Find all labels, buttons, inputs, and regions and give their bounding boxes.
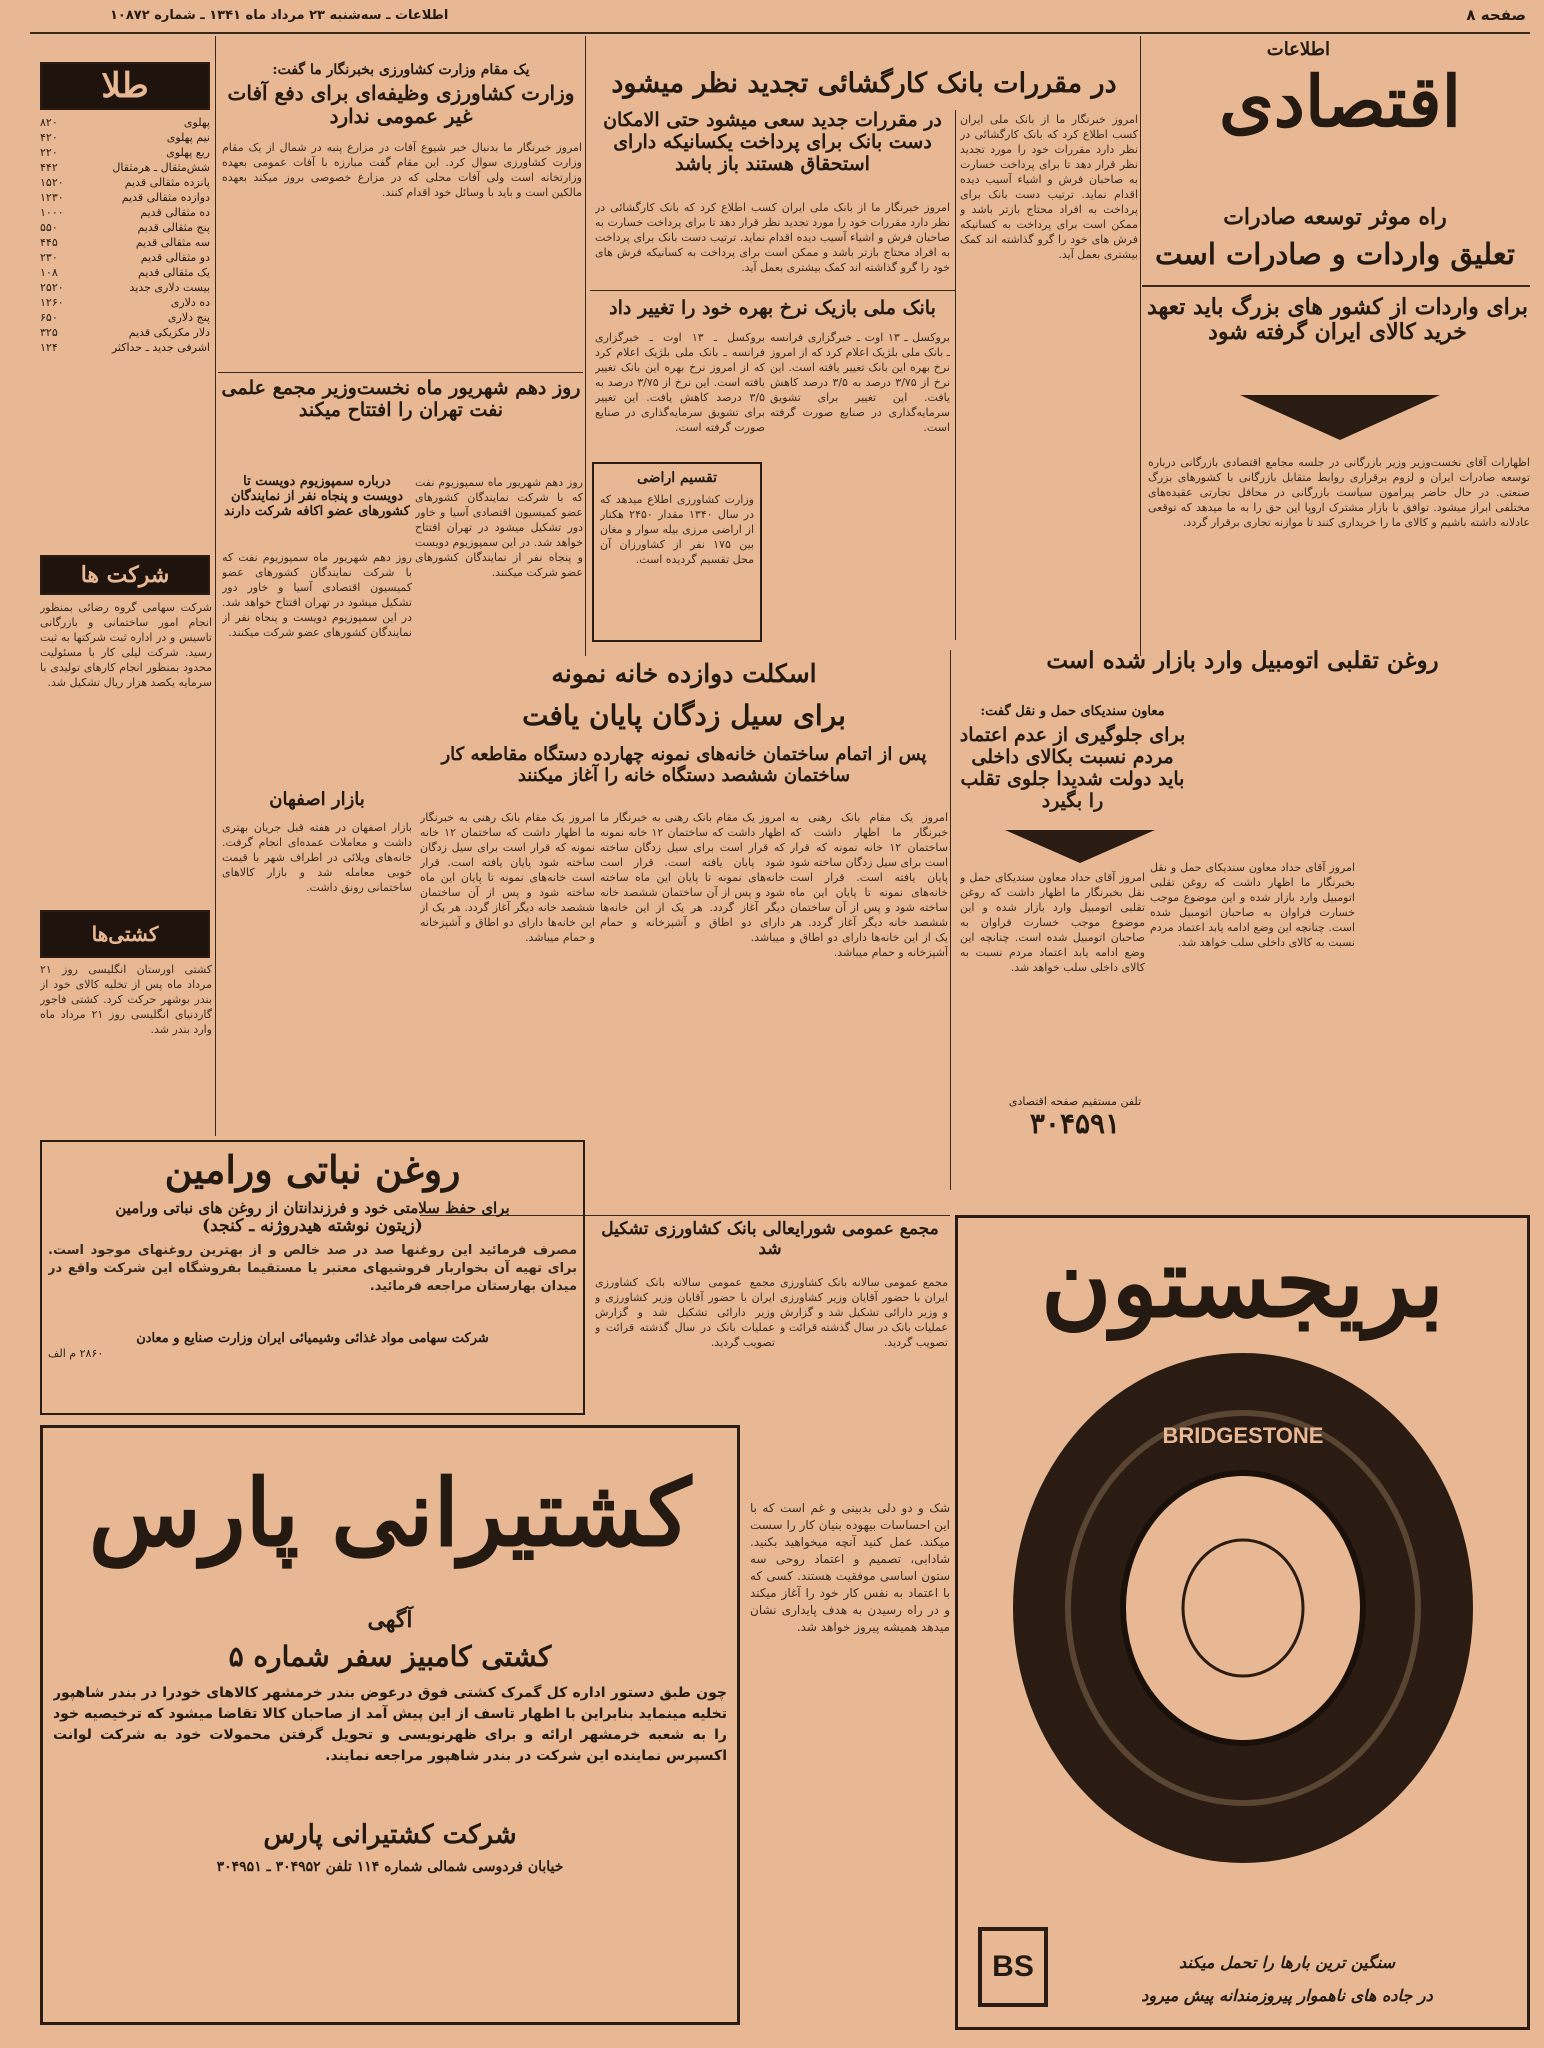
price-row xyxy=(40,280,210,295)
price-name: ربع پهلوی xyxy=(166,146,210,159)
price-row xyxy=(40,130,210,145)
car-oil-title: روغن تقلبی اتومبیل وارد بازار شده است xyxy=(1046,647,1439,674)
price-name: ده مثقالی قدیم xyxy=(140,206,210,219)
pars-body: چون طبق دستور اداره کل گمرک کشتی فوق درعوض بندر خرمشهر کالاهای خودرا در بندر شاهپور تخلیه مینماید بنابراین با اظهار تاسف از این پیش آمد از صاحبان کالا تقاضا میشود که ترخیصیه خود را به شعبه خرمشهر ارائه و برای ظهرنویسی و تحویل گرفتن محمولات خود به شرکت لوانت اکسپرس نماینده این شرکت در بندر شاهپور مراجعه نمایند. xyxy=(53,1685,727,1765)
car-oil-kicker: معاون سندیکای حمل و نقل گفت: xyxy=(980,704,1165,719)
price-name: ده دلاری xyxy=(170,296,210,309)
price-value: ۴۴۵ xyxy=(40,236,58,249)
price-row xyxy=(40,265,210,280)
column-rule xyxy=(1140,36,1141,656)
price-value: ۸۲۰ xyxy=(40,116,58,129)
column-rule xyxy=(950,650,951,1190)
expo-body-2: روز دهم شهریور ماه سمپوزیوم نفت که با شرکت نمایندگان کشورهای عضو کمیسیون اقتصادی آسیا و خاور دور تشکیل میشود در تهران افتتاح خواهد شد. در این سمپوزیوم دویست و پنجاه نفر از نمایندگان کشورهای عضو شرکت میکنند. xyxy=(222,551,412,639)
price-value: ۲۵۲۰ xyxy=(40,281,64,294)
page-number: صفحه ۸ xyxy=(1466,6,1526,24)
price-name: نیم پهلوی xyxy=(166,131,210,144)
veramin-subtitle-2: (زیتون نوشته هیدروژنه ـ کنجد) xyxy=(202,1215,423,1236)
price-row xyxy=(40,115,210,130)
expo-title: روز دهم شهریور ماه نخست‌وزیر مجمع علمی نفت تهران را افتتاح میکند xyxy=(221,377,581,421)
phone-label: تلفن مستقیم صفحه اقتصادی xyxy=(1008,1095,1142,1108)
masthead-small: اطلاعات xyxy=(1266,39,1330,60)
masthead-subtitle-1: راه موثر توسعه صادرات xyxy=(1223,204,1447,230)
housing-subtitle: پس از اتمام ساختمان خانه‌های نمونه چهارده دستگاه مقاطعه کار ساختمان ششصد دستگاه خانه را آغاز میکنند xyxy=(441,744,927,786)
price-value: ۲۳۰ xyxy=(40,251,58,264)
rate-story-body: بروکسل ـ ۱۳ اوت ـ خبرگزاری فرانسه ـ بانک ملی بلژیک اعلام کرد که از امروز نرخ بهره این بانک تغییر یافته است. این نرخ از ۳/۷۵ درصد به ۳/۵ درصد کاهش یافت. این تغییر برای تشویق سرمایه‌گذاری در صنایع صورت گرفته است. xyxy=(770,331,950,434)
price-row xyxy=(40,145,210,160)
price-value: ۵۵۰ xyxy=(40,221,58,234)
price-row xyxy=(40,235,210,250)
price-name: پهلوی xyxy=(183,116,210,129)
shipping-body: کشتی اورستان انگلیسی روز ۲۱ مرداد ماه پس از تخلیه کالای خود از بندر بوشهر حرکت کرد. کشتی فاجور گاردنیای انگلیسی روز ۲۱ مرداد ماه وارد بندر شد. xyxy=(40,963,212,1036)
land-title: تقسیم اراضی xyxy=(637,470,717,486)
companies-body: شرکت سهامی گروه رضائی بمنظور انجام امور ساختمانی و بازرگانی تاسیس و در اداره ثبت شرکتها به ثبت رسید. شرکت لیلی کار با مسئولیت محدود بمنظور انجام کارهای تولیدی با سرمایه یکصد هزار ریال تشکیل شد. xyxy=(40,601,212,689)
arrow-ornament xyxy=(1240,385,1440,445)
price-value: ۱۰۸ xyxy=(40,266,58,279)
masthead-subtitle-2: تعلیق واردات و صادرات است xyxy=(1155,237,1515,271)
car-oil-body: امروز آقای حداد معاون سندیکای حمل و نقل بخبرنگار ما اظهار داشت که روغن تقلبی اتومبیل وارد بازار شده و این موضوع موجب خسارت فراوان به صاحبان اتومبیل شده است. چنانچه این وضع ادامه یابد اعتماد مردم نسبت به کالای داخلی سلب خواهد شد. xyxy=(1150,861,1355,949)
housing-body-1: امروز یک مقام بانک رهنی به خبرنگار ما اظهار داشت که ساختمان ۱۲ خانه نمونه که قرار است برای سیل زدگان ساخته شود پایان یافته است. قرار است خانه‌های نمونه تا پایان این ماه ساخته شود و پس از آن ساختمان ششصد خانه دیگر آغاز گردد. هر یک از این خانه‌ها دارای دو اطاق و آشپزخانه و حمام میباشد. xyxy=(790,811,948,959)
dateline: اطلاعات ـ سه‌شنبه ۲۳ مرداد ماه ۱۳۴۱ ـ شماره ۱۰۸۷۲ xyxy=(110,8,449,23)
housing-body-3: امروز یک مقام بانک رهنی به خبرنگار ما اظهار داشت که ساختمان ۱۲ خانه نمونه که قرار است برای سیل زدگان ساخته شود پایان یافته است. قرار است خانه‌های نمونه تا پایان این ماه ساخته شود و پس از آن ساختمان ششصد خانه دیگر آغاز گردد. هر یک از این خانه‌ها دارای دو اطاق و آشپزخانه و حمام میباشد. xyxy=(420,811,595,944)
land-body: وزارت کشاورزی اطلاع میدهد که در سال ۱۳۴۰ مقدار ۲۴۵۰ هکتار از اراضی مرزی بیله سوار و مغان بین ۱۷۵ نفر از کشاورزان آن محل تقسیم گردیده است. xyxy=(600,493,754,567)
car-oil-body-2: امروز آقای حداد معاون سندیکای حمل و نقل بخبرنگار ما اظهار داشت که روغن تقلبی اتومبیل وارد بازار شده و این موضوع موجب خسارت فراوان به صاحبان اتومبیل شده است. چنانچه این وضع ادامه یابد اعتماد مردم نسبت به کالای داخلی سلب خواهد شد. xyxy=(960,871,1145,974)
tire-rim xyxy=(1123,1473,1363,1743)
price-name: اشرفی جدید ـ حداکثر xyxy=(111,341,210,354)
masthead-title: اقتصادی xyxy=(1218,60,1462,143)
price-value: ۱۲۳۰ xyxy=(40,191,64,204)
isfahan-body: بازار اصفهان در هفته قبل جریان بهتری داشت و معاملات عمده‌ای انجام گرفت. خانه‌های ویلائی در اطراف شهر با قیمت خوبی معامله شد و بازار کالاهای ساختمانی رونق داشت. xyxy=(222,821,412,894)
column-rule xyxy=(585,36,586,656)
bank-story-subtitle: در مقررات جدید سعی میشود حتی الامکان دست بانک برای پرداخت یکسانیکه دارای استحقاق هستند باز باشد xyxy=(603,109,942,175)
price-name: یک مثقالی قدیم xyxy=(138,266,210,279)
tire-brand-text: BRIDGESTONE xyxy=(1162,1423,1324,1448)
price-row xyxy=(40,310,210,325)
pars-address: خیابان فردوسی شمالی شماره ۱۱۴ تلفن ۳۰۴۹۵۲ ـ ۳۰۴۹۵۱ xyxy=(216,1859,564,1876)
bank-story-body-col1: امروز خبرنگار ما از بانک ملی ایران کسب اطلاع کرد که بانک کارگشائی در نظر دارد مقررات خود را مورد تجدید نظر قرار دهد تا برای پرداخت خسارت به صاحبان فرش و اشیاء آسیب دیده اقدام نماید. ترتیب دست بانک برای پرداخت به افراد محتاج بازتر باشد و ممکن است برای پرداخت به کسانیکه فرش های خود را گرو گذاشته اند کمک بیشتری بعمل آید. xyxy=(960,113,1138,261)
rate-story-title: بانک ملی بازیک نرخ بهره خود را تغییر داد xyxy=(609,297,936,319)
price-name: شش‌مثقال ـ هرمثقال xyxy=(112,161,210,174)
expo-body: روز دهم شهریور ماه سمپوزیوم نفت که با شرکت نمایندگان کشورهای عضو کمیسیون اقتصادی آسیا و خاور دور تشکیل میشود در تهران افتتاح خواهد شد. در این سمپوزیوم دویست و پنجاه نفر از نمایندگان کشورهای عضو شرکت میکنند. xyxy=(415,476,583,579)
bs-logo: BS xyxy=(978,1927,1048,2007)
price-name: سه مثقالی قدیم xyxy=(135,236,210,249)
price-row xyxy=(40,250,210,265)
price-row xyxy=(40,205,210,220)
housing-body-2: امروز یک مقام بانک رهنی به خبرنگار ما اظهار داشت که ساختمان ۱۲ خانه نمونه که قرار است برای سیل زدگان ساخته شود پایان یافته است. قرار است خانه‌های نمونه تا پایان این ماه ساخته شود و پس از آن ساختمان ششصد خانه دیگر آغاز گردد. هر یک از این خانه‌ها دارای دو اطاق و آشپزخانه و حمام میباشد. xyxy=(600,811,785,944)
pars-notice: آگهی xyxy=(367,1607,413,1633)
price-value: ۴۴۲ xyxy=(40,161,58,174)
header-rule xyxy=(30,32,1530,34)
price-value: ۱۲۴ xyxy=(40,341,58,354)
price-value: ۱۵۲۰ xyxy=(40,176,64,189)
section-rule xyxy=(218,372,583,373)
isfahan-title: بازار اصفهان xyxy=(269,789,365,810)
essay-body: شک و دو دلی بدبینی و غم است که با این احساسات بیهوده بنیان کار را سست میکند. عمل کنید آنچه میخواهید بکنید. شادابی، تصمیم و اعتماد روحی سه ستون اساسی موفقیت هستند. کسی که با اعتماد به نفس کار خود را آغاز میکند و در راه رسیدن به هدف پایداری نشان میدهد همیشه پیروز خواهد شد. xyxy=(750,1501,950,1634)
land-box xyxy=(592,462,762,642)
bridgestone-slogan: سنگین ترین بارها را تحمل میکند xyxy=(1179,1952,1395,1972)
price-name: دو مثقالی قدیم xyxy=(140,251,210,264)
price-value: ۱۰۰۰ xyxy=(40,206,64,219)
veramin-ad xyxy=(40,1140,585,1415)
price-name: بیست دلاری جدید xyxy=(129,281,210,294)
bank-story-body-col2: امروز خبرنگار ما از بانک ملی ایران کسب اطلاع کرد که بانک کارگشائی در نظر دارد مقررات خود را مورد تجدید نظر قرار دهد تا برای پرداخت خسارت به صاحبان فرش و اشیاء آسیب دیده اقدام نماید. ترتیب دست بانک برای پرداخت به افراد محتاج بازتر باشد و ممکن است برای پرداخت به کسانیکه فرش های خود را گرو گذاشته اند کمک بیشتری بعمل آید. xyxy=(595,201,950,274)
pars-title: کشتیرانی پارس xyxy=(88,1459,692,1567)
expo-subtitle: درباره سمپوزیوم دویست تا دویست و پنجاه نفر از نمایندگان کشورهای عضو اکافه شرکت دارند xyxy=(224,474,410,519)
price-row xyxy=(40,160,210,175)
section-rule xyxy=(590,290,955,291)
price-value: ۱۲۶۰ xyxy=(40,296,64,309)
pars-shipping-ad xyxy=(40,1425,740,2025)
price-value: ۲۲۰ xyxy=(40,146,58,159)
pars-company: شرکت کشتیرانی پارس xyxy=(263,1820,517,1851)
price-value: ۳۲۵ xyxy=(40,326,58,339)
price-row xyxy=(40,340,210,355)
housing-title: اسکلت دوازده خانه نمونه xyxy=(551,659,817,688)
shipping-logo: کشتی‌ها xyxy=(40,910,210,958)
veramin-code: ۲۸۶۰ م الف xyxy=(48,1347,104,1361)
car-oil-subtitle: برای جلوگیری از عدم اعتماد مردم نسبت بکالای داخلی باید دولت شدیدا جلوی تقلب را بگیرد xyxy=(959,724,1186,812)
masthead-rule xyxy=(1142,285,1530,287)
arrow-ornament-2 xyxy=(1005,825,1155,865)
veramin-footer: شرکت سهامی مواد غذائی وشیمیائی ایران وزارت صنایع و معادن xyxy=(136,1331,489,1347)
price-row xyxy=(40,190,210,205)
housing-title-2: برای سیل زدگان پایان یافت xyxy=(522,699,846,732)
price-name: پنج دلاری xyxy=(167,311,210,324)
agri-title: وزارت کشاورزی وظیفه‌ای برای دفع آفات غیر عمومی ندارد xyxy=(227,81,575,128)
lead-story-body: اظهارات آقای نخست‌وزیر وزیر بازرگانی در جلسه مجامع اقتصادی بازرگانی درباره توسعه صادرات ایران و لزوم برقراری روابط متقابل بازرگانی با کشورهای بزرگ صنعتی. در حال حاضر پیرامون سیاست بازرگانی در محافل تجارتی عقیده‌های مختلفی ابراز میشود. توافق با بازار مشترک اروپا این حق را به ما میدهد که توقعی عادلانه داشته باشیم و کالای ما را خریداری کنند تا موازنه تجاری برقرار گردد. xyxy=(1148,456,1530,529)
gold-logo: طلا xyxy=(40,62,210,110)
companies-logo: شرکت ها xyxy=(40,555,210,595)
column-rule xyxy=(215,36,216,1136)
bridgestone-ad xyxy=(955,1215,1530,2030)
price-value: ۴۲۰ xyxy=(40,131,58,144)
price-row xyxy=(40,220,210,235)
bank-story-title: در مقررات بانک کارگشائی تجدید نظر میشود xyxy=(611,68,1117,99)
agri-kicker: یک مقام وزارت کشاورزی بخبرنگار ما گفت: xyxy=(272,62,530,78)
phone-number: ۳۰۴۵۹۱ xyxy=(1029,1107,1121,1140)
agri-body: امروز خبرنگار ما بدنبال خبر شیوع آفات در مزارع پنبه در شمال از یک مقام وزارت کشاورزی سوال کرد. این مقام گفت مبارزه با آفات عمومی بعهده وزارتخانه است ولی آفات محلی که در مزارع خصوصی بروز میکند بعهده مالکین است و باید با وسائل خود اقدام کنند. xyxy=(222,141,582,199)
bridgestone-slogan-2: در جاده های ناهموار پیروزمندانه پیش میرود xyxy=(1141,1985,1433,2005)
council-body: مجمع عمومی سالانه بانک کشاورزی ایران با حضور آقایان وزیر کشاورزی و وزیر دارائی تشکیل شد و گزارش عملیات بانک در سال گذشته قرائت و تصویب گردید. xyxy=(780,1276,948,1349)
veramin-subtitle: برای حفظ سلامتی خود و فرزندانتان از روغن های نباتی ورامین xyxy=(115,1198,510,1217)
price-row xyxy=(40,175,210,190)
tire-illustration xyxy=(958,1348,1527,1888)
price-name: دوازده مثقالی قدیم xyxy=(121,191,210,204)
council-title: مجمع عمومی شورایعالی بانک کشاورزی تشکیل شد xyxy=(601,1219,939,1259)
price-name: پانزده مثقالی قدیم xyxy=(124,176,210,189)
phone-box xyxy=(1005,1095,1145,1165)
masthead xyxy=(1145,40,1530,180)
price-row xyxy=(40,295,210,310)
veramin-title: روغن نباتی ورامین xyxy=(164,1147,461,1192)
rate-story-body-2: بروکسل ـ ۱۳ اوت ـ خبرگزاری فرانسه ـ بانک ملی بلژیک اعلام کرد که از امروز نرخ بهره این بانک تغییر یافته است. این نرخ از ۳/۷۵ درصد به ۳/۵ درصد کاهش یافت. این تغییر برای تشویق سرمایه‌گذاری در صنایع صورت گرفته است. xyxy=(595,331,765,434)
price-row xyxy=(40,325,210,340)
price-value: ۶۵۰ xyxy=(40,311,58,324)
council-body-2: مجمع عمومی سالانه بانک کشاورزی ایران با حضور آقایان وزیر کشاورزی و وزیر دارائی تشکیل شد و گزارش عملیات بانک در سال گذشته قرائت و تصویب گردید. xyxy=(595,1276,775,1349)
gold-price-list xyxy=(40,115,210,355)
price-name: دلار مکزیکی قدیم xyxy=(128,326,210,339)
pars-ship: کشتی کامبیز سفر شماره ۵ xyxy=(228,1640,552,1674)
veramin-body: مصرف فرمائید این روغنها صد در صد خالص و از بهترین روغنهای موجود است. برای تهیه آن بخواربار فروشیهای معتبر یا مستقیما بفروشگاه این شرکت واقع در میدان بهارستان مراجعه فرمائید. xyxy=(48,1243,577,1295)
column-rule xyxy=(955,110,956,640)
lead-story-title: برای واردات از کشور های بزرگ باید تعهد خرید کالای ایران گرفته شود xyxy=(1146,294,1529,346)
price-name: پنج مثقالی قدیم xyxy=(137,221,210,234)
bridgestone-title: بریجستون xyxy=(1040,1226,1445,1339)
